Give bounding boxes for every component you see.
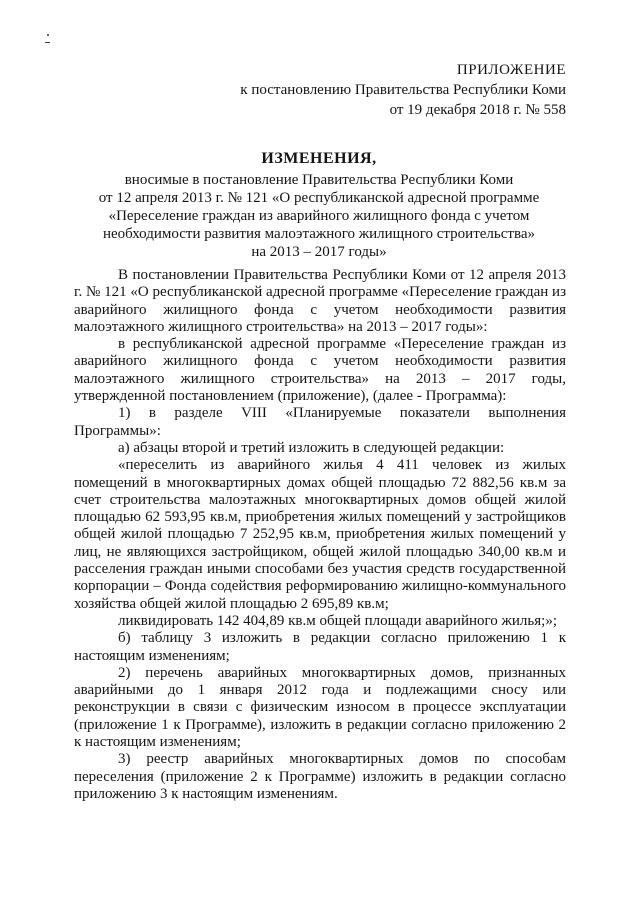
paragraph-item-1: 1) в разделе VIII «Планируемые показатели выполнения Программы»: [74,405,566,439]
title-line-1: вносимые в постановление Правительства Республики Коми [124,172,514,188]
paragraph-item-2: 2) перечень аварийных многоквартирных домов, признанных аварийными до 1 января 2012 года и подлежащими сносу или реконструкции в связи с физическим износом в процессе эксплуатации (приложение 1 к Программе), изложить в редакции согласно приложению 2 к настоящим изменениям; [74,664,566,751]
paragraph-program: в республиканской адресной программе «Переселение граждан из аварийного жилищного фонда с учетом необходимости развития малоэтажного жилищного строительства» на 2013 – 2017 годы, утвержденной постановлением (приложение), (далее - Программа): [74,336,566,405]
document-title: ИЗМЕНЕНИЯ, [261,150,377,167]
title-line-2: от 12 апреля 2013 г. № 121 «О республиканской адресной программе [98,190,540,206]
appendix-label: ПРИЛОЖЕНИЕ [456,62,566,78]
paragraph-intro: В постановлении Правительства Республики Коми от 12 апреля 2013 г. № 121 «О республиканской адресной программе «Переселение граждан из аварийного жилищного фонда с учетом необходимости развития малоэтажного жилищного строительства» на 2013 – 2017 годы»: [74,267,566,335]
title-block [74,150,564,261]
appendix-header [240,60,566,120]
document-body [74,267,566,803]
appendix-date: от 19 декабря 2018 г. № 558 [389,102,566,118]
title-line-3: «Переселение граждан из аварийного жилищного фонда с учетом [108,208,530,224]
paragraph-quote: «переселить из аварийного жилья 4 411 человек из жилых помещений в многоквартирных домах общей площадью 72 882,56 кв.м за счет строительства малоэтажных многоквартирных домов общей жилой площадью 62 593,95 кв.м, приобретения жилых помещений у застройщиков общей жилой площадью 7 252,95 кв.м, приобретения жилых помещений у лиц, не являющихся застройщиком, общей жилой площадью 340,00 кв.м и расселения граждан иными способами без участия средств государственной корпорации – Фонда содействия реформированию жилищно-коммунального хозяйства общей жилой площадью 2 695,89 кв.м; [74,457,566,612]
title-line-4: необходимости развития малоэтажного жилищного строительства» [102,226,535,242]
paragraph-item-1a: а) абзацы второй и третий изложить в следующей редакции: [118,439,505,456]
scan-mark [44,34,52,48]
paragraph-item-3: 3) реестр аварийных многоквартирных домов по способам переселения (приложение 2 к Программе) изложить в редакции согласно приложению 3 к настоящим изменениям. [74,751,566,802]
title-line-5: на 2013 – 2017 годы» [251,244,387,260]
paragraph-item-1b: б) таблицу 3 изложить в редакции согласно приложению 1 к настоящим изменениям; [74,630,566,664]
paragraph-liquidate: ликвидировать 142 404,89 кв.м общей площади аварийного жилья;»; [118,612,557,629]
appendix-reference: к постановлению Правительства Республики Коми [240,82,566,98]
